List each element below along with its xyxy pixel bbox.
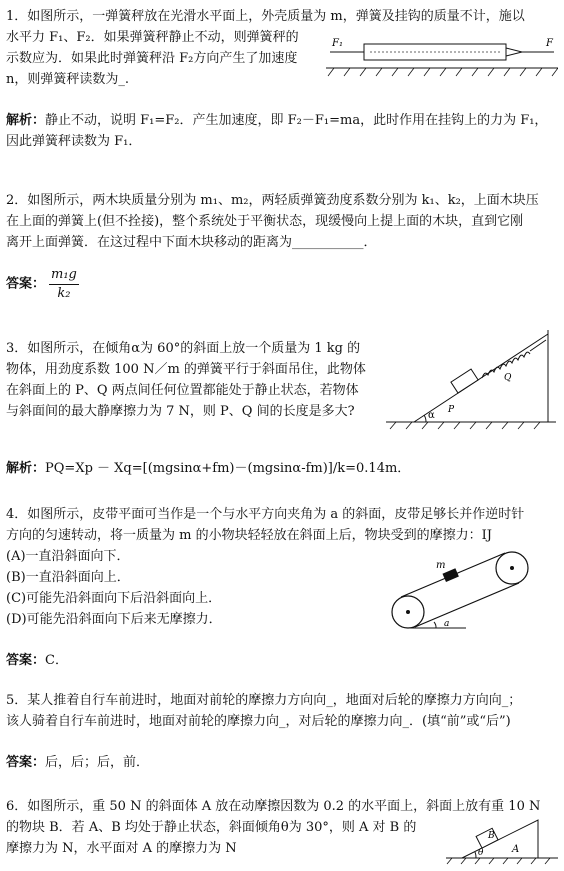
q3-line-3: 在斜面上的 P、Q 两点间任何位置都能处于静止状态，若物体 (6, 383, 359, 398)
q4-answer-label: 答案： (6, 653, 46, 668)
q1-analysis-line-1: 静止不动，说明 F₁=F₂．产生加速度，即 F₂－F₁=ma，此时作用在挂钩上的力为 F₁， (45, 113, 548, 128)
q1-line-1: 1．如图所示，一弹簧秤放在光滑水平面上，外壳质量为 m，弹簧及挂钩的质量不计，施以 (6, 9, 525, 24)
conveyor-belt-figure (386, 548, 536, 638)
q4-option-c: (C)可能先沿斜面向下后沿斜面向上． (6, 591, 222, 606)
q4-line-2: 方向的匀速转动，将一质量为 m 的小物块轻轻放在斜面上后，物块受到的摩擦力：IJ (6, 528, 492, 543)
q2-answer-numerator: m₁g (49, 266, 79, 285)
q2-line-2: 在上面的弹簧上(但不拴接)，整个系统处于平衡状态，现缓慢向上提上面的木块，直到它刚 (6, 214, 524, 229)
q6-line-3: 摩擦力为 N，水平面对 A 的摩擦力为 N (6, 841, 237, 856)
q2-answer-fraction (49, 266, 79, 303)
q1-analysis-line-2: 因此弹簧秤读数为 F₁． (6, 134, 142, 149)
q2-line-3: 离开上面弹簧．在这过程中下面木块移动的距离为___________． (6, 235, 377, 250)
q3-line-4: 与斜面间的最大静摩擦力为 7 N，则 P、Q 间的长度是多大? (6, 404, 355, 419)
q1-fig-label-left: F₁ (332, 38, 343, 49)
incline-spring-figure (386, 330, 556, 430)
q5-answer-text: 后，后；后，前． (45, 755, 150, 770)
q3-line-1: 3．如图所示，在倾角α为 60°的斜面上放一个质量为 1 kg 的 (6, 341, 361, 356)
q3-fig-p: P (448, 405, 455, 415)
q4-option-a: (A)一直沿斜面向下． (6, 549, 130, 564)
q2-answer (6, 266, 558, 303)
q4-option-d: (D)可能先沿斜面向下后来无摩擦力． (6, 612, 222, 627)
q4-fig-m: m (436, 560, 446, 571)
q2-answer-denominator: k₂ (57, 286, 71, 301)
q5-answer-label: 答案： (6, 755, 46, 770)
q6-line-1: 6．如图所示，重 50 N 的斜面体 A 放在动摩擦因数为 0.2 的水平面上，斜面上放有重 10 N (6, 799, 541, 814)
q1-line-4: n，则弹簧秤读数为_. (6, 72, 130, 87)
q2-line-1: 2．如图所示，两木块质量分别为 m₁、m₂，两轻质弹簧劲度系数分别为 k₁、k₂，上面木块压 (6, 193, 539, 208)
q6-line-2: 的物块 B．若 A、B 均处于静止状态，斜面倾角θ为 30°，则 A 对 B 的 (6, 820, 417, 835)
q6-fig-b: B (488, 831, 495, 841)
q5-line-2: 该人骑着自行车前进时，地面对前轮的摩擦力向_，对后轮的摩擦力向_．(填“前”或“后”) (6, 714, 511, 729)
q5-line-1: 5．某人推着自行车前进时，地面对前轮的摩擦力方向向_，地面对后轮的摩擦力方向向_； (6, 693, 522, 708)
q3-analysis-label: 解析： (6, 461, 46, 476)
q1-line-3: 示数应为．如果此时弹簧秤沿 F₂方向产生了加速度 (6, 51, 298, 66)
q4-answer-text: C． (45, 653, 68, 668)
q4-option-b: (B)一直沿斜面向上． (6, 570, 130, 585)
q6-fig-theta: θ (478, 848, 484, 858)
q2-answer-label: 答案： (6, 276, 46, 292)
q5-answer (6, 752, 558, 773)
question-5 (6, 690, 558, 732)
spring-scale-figure (326, 30, 558, 82)
q3-fig-alpha: α (428, 410, 435, 421)
q3-line-2: 物体，用劲度系数 100 N／m 的弹簧平行于斜面吊住，此物体 (6, 362, 366, 377)
q3-analysis (6, 458, 558, 479)
q3-fig-q: Q (504, 373, 512, 383)
q1-analysis-label: 解析： (6, 113, 46, 128)
q1-line-2: 水平力 F₁、F₂．如果弹簧秤静止不动，则弹簧秤的 (6, 30, 299, 45)
q4-line-1: 4．如图所示，皮带平面可当作是一个与水平方向夹角为 a 的斜面，皮带足够长并作逆时针 (6, 507, 525, 522)
q6-fig-a: A (512, 844, 520, 855)
q3-analysis-text: PQ=Xp － Xq=[(mgsinα+fm)－(mgsinα-fm)]/k=0.14m． (45, 461, 411, 476)
q1-fig-label-right: F (546, 38, 553, 49)
q1-analysis (6, 110, 558, 152)
wedge-block-figure (446, 814, 558, 866)
q4-answer (6, 650, 558, 671)
question-2 (6, 190, 558, 253)
q4-fig-a: a (444, 619, 450, 629)
